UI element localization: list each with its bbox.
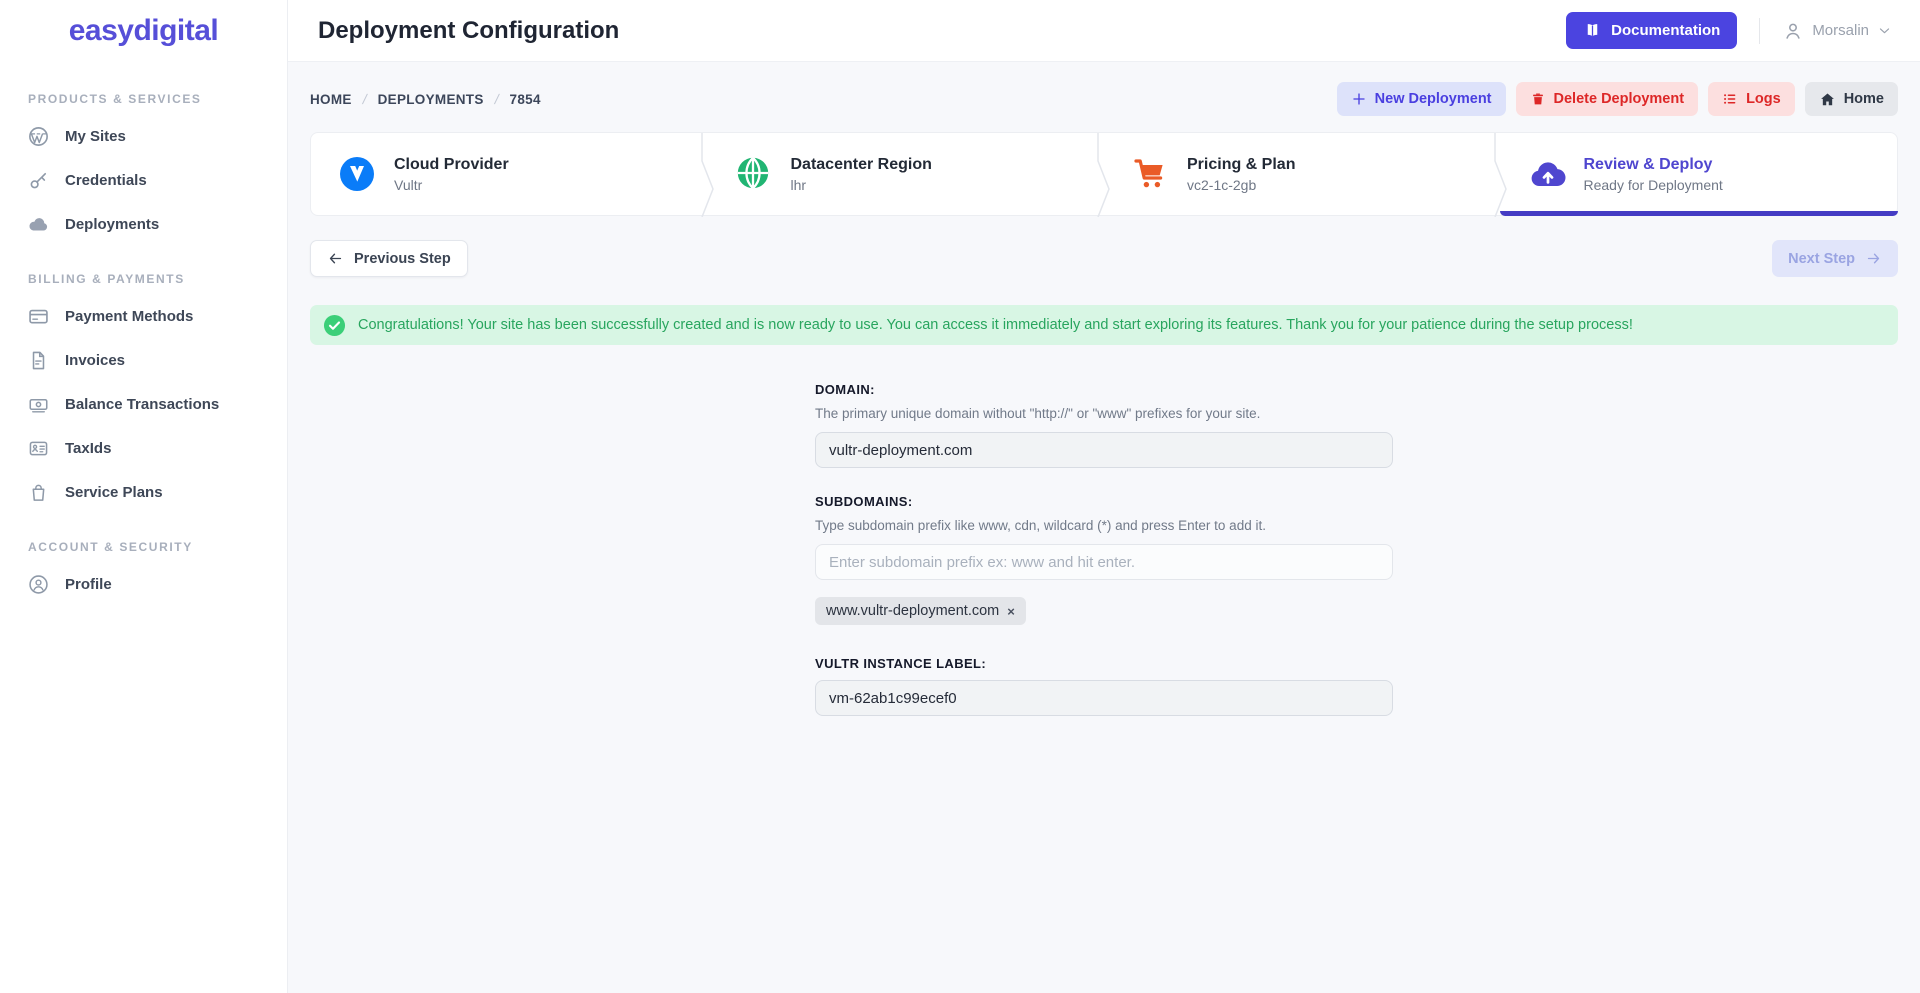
id-card-icon: [26, 436, 50, 460]
step-datacenter-region[interactable]: [708, 133, 1105, 215]
instance-label-field-group: [815, 656, 1393, 716]
domain-label: DOMAIN:: [815, 382, 875, 397]
logs-label: Logs: [1746, 91, 1781, 107]
check-circle-icon: [323, 314, 346, 337]
documentation-button[interactable]: [1566, 12, 1737, 49]
subdomains-helper-text: Type subdomain prefix like www, cdn, wildcard (*) and press Enter to add it.: [815, 518, 1266, 533]
domain-field-group: [815, 382, 1393, 468]
step-review-deploy[interactable]: [1501, 133, 1898, 215]
sidebar: [0, 0, 288, 993]
user-icon: [1782, 20, 1804, 42]
step-subtitle: lhr: [790, 176, 807, 193]
domain-input[interactable]: [815, 432, 1393, 468]
content-area: [288, 62, 1920, 993]
sidebar-item-label: Invoices: [65, 351, 126, 369]
sidebar-item-label: Payment Methods: [65, 307, 194, 325]
sidebar-item-label: TaxIds: [65, 439, 112, 457]
new-deployment-label: New Deployment: [1374, 91, 1492, 107]
chevron-down-icon: [1877, 23, 1892, 38]
step-title: Datacenter Region: [790, 155, 932, 173]
step-subtitle: Ready for Deployment: [1583, 176, 1723, 193]
sidebar-body: [0, 62, 287, 606]
step-subtitle: vc2-1c-2gb: [1187, 176, 1257, 193]
breadcrumb-separator: /: [492, 91, 501, 107]
sidebar-item-invoices[interactable]: [26, 338, 261, 382]
step-title: Pricing & Plan: [1187, 155, 1296, 173]
invoice-icon: [26, 348, 50, 372]
sidebar-item-service-plans[interactable]: [26, 470, 261, 514]
sidebar-item-payment-methods[interactable]: [26, 294, 261, 338]
delete-deployment-label: Delete Deployment: [1553, 91, 1685, 107]
sidebar-section-account-security: ACCOUNT & SECURITY: [28, 540, 193, 554]
instance-label: VULTR INSTANCE LABEL:: [815, 656, 987, 671]
main-column: [288, 0, 1920, 993]
breadcrumb-home[interactable]: HOME: [310, 91, 352, 107]
previous-step-button[interactable]: [310, 240, 468, 277]
remove-tag-icon[interactable]: ×: [1007, 603, 1015, 619]
sidebar-item-my-sites[interactable]: [26, 114, 261, 158]
next-step-label: Next Step: [1788, 250, 1855, 267]
breadcrumb-separator: /: [361, 91, 369, 107]
domain-helper-text: The primary unique domain without "http://" or "www" prefixes for your site.: [815, 406, 1261, 421]
deployment-stepper: [310, 132, 1898, 216]
sidebar-item-profile[interactable]: [26, 562, 261, 606]
sidebar-section-billing-payments: BILLING & PAYMENTS: [28, 272, 185, 286]
subdomain-tags: [815, 597, 1393, 625]
sidebar-item-label: Balance Transactions: [65, 395, 220, 413]
new-deployment-button[interactable]: [1337, 82, 1506, 116]
vultr-icon: [337, 154, 377, 194]
subdomain-tag-text: www.vultr-deployment.com: [826, 603, 1000, 619]
shopping-bag-icon: [26, 480, 50, 504]
step-title: Review & Deploy: [1583, 155, 1713, 173]
active-step-indicator: [1500, 211, 1899, 216]
step-title: Cloud Provider: [394, 155, 509, 173]
subdomains-label: SUBDOMAINS:: [815, 494, 913, 509]
home-label: Home: [1843, 91, 1884, 107]
breadcrumb-deployments[interactable]: DEPLOYMENTS: [377, 91, 484, 107]
sidebar-item-label: Service Plans: [65, 483, 163, 501]
sidebar-section-products-services: PRODUCTS & SERVICES: [28, 92, 202, 106]
sidebar-item-balance-transactions[interactable]: [26, 382, 261, 426]
list-icon: [1722, 91, 1738, 107]
header-divider: [1759, 18, 1760, 44]
sidebar-item-credentials[interactable]: [26, 158, 261, 202]
step-subtitle: Vultr: [394, 176, 423, 193]
arrow-right-icon: [1865, 250, 1882, 267]
cloud-icon: [26, 212, 50, 236]
brand-logo: easydigital: [68, 14, 219, 47]
subdomain-tag: [815, 597, 1026, 625]
previous-step-label: Previous Step: [354, 250, 451, 267]
step-pricing-plan[interactable]: [1104, 133, 1501, 215]
globe-icon: [734, 154, 774, 194]
subdomains-field-group: [815, 494, 1393, 625]
user-circle-icon: [26, 572, 50, 596]
header-right: [1566, 12, 1892, 49]
delete-deployment-button[interactable]: [1516, 82, 1699, 116]
home-button[interactable]: [1805, 82, 1898, 116]
breadcrumb: [310, 91, 541, 107]
documentation-label: Documentation: [1611, 22, 1721, 39]
page-actions: [1337, 82, 1898, 116]
instance-label-input[interactable]: [815, 680, 1393, 716]
banknote-icon: [26, 392, 50, 416]
page-title: Deployment Configuration: [318, 16, 620, 44]
sidebar-item-label: My Sites: [65, 127, 126, 145]
home-icon: [1819, 91, 1836, 108]
key-icon: [26, 168, 50, 192]
user-name: Morsalin: [1812, 22, 1869, 39]
sidebar-item-label: Deployments: [65, 215, 160, 233]
sidebar-item-label: Profile: [65, 575, 112, 593]
wizard-navigation: [310, 240, 1898, 277]
logo-container[interactable]: [0, 0, 287, 62]
user-menu[interactable]: [1782, 20, 1892, 42]
subdomain-input[interactable]: [815, 544, 1393, 580]
next-step-button[interactable]: [1772, 240, 1898, 277]
step-cloud-provider[interactable]: [311, 133, 708, 215]
breadcrumb-actions-row: [310, 82, 1898, 116]
wordpress-icon: [26, 124, 50, 148]
trash-icon: [1530, 91, 1546, 107]
plus-icon: [1351, 91, 1367, 107]
credit-card-icon: [26, 304, 50, 328]
success-banner: [310, 305, 1898, 345]
sidebar-item-label: Credentials: [65, 171, 147, 189]
top-header: [288, 0, 1920, 62]
arrow-left-icon: [327, 250, 344, 267]
deployment-form: [815, 382, 1393, 716]
sidebar-item-taxids[interactable]: [26, 426, 261, 470]
success-message: Congratulations! Your site has been successfully created and is now ready to use. You can access it immediately and start exploring its features. Thank you for your patience during the setup process!: [358, 317, 1633, 333]
breadcrumb-deployment-id: 7854: [509, 91, 541, 107]
cart-icon: [1130, 154, 1170, 194]
logs-button[interactable]: [1708, 82, 1795, 116]
cloud-upload-icon: [1527, 154, 1567, 194]
book-icon: [1583, 21, 1602, 40]
sidebar-item-deployments[interactable]: [26, 202, 261, 246]
